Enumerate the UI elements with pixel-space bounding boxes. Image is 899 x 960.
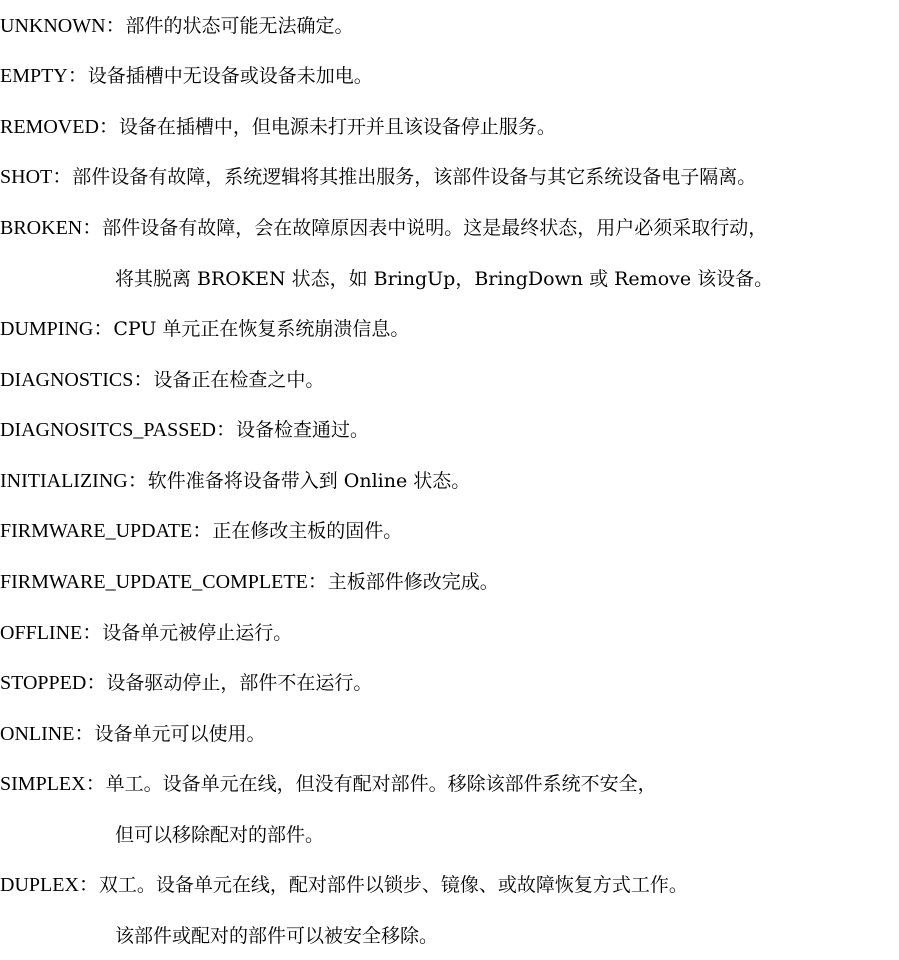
entry-dumping	[0, 314, 409, 344]
entry-description: 设备单元可以使用。	[94, 723, 266, 745]
entry-term: STOPPED：	[0, 672, 107, 694]
entry-term: ONLINE：	[0, 723, 95, 745]
entry-simplex	[0, 769, 657, 799]
entry-description: 设备单元被停止运行。	[102, 622, 293, 644]
entry-description: 部件设备有故障，系统逻辑将其推出服务，该部件设备与其它系统设备电子隔离。	[72, 166, 757, 188]
entry-term: INITIALIZING：	[0, 470, 148, 492]
entry-firmware-update-complete	[0, 567, 499, 597]
entry-unknown	[0, 11, 354, 41]
entry-shot	[0, 162, 756, 192]
entry-description: 设备在插槽中，但电源未打开并且该设备停止服务。	[118, 116, 556, 138]
entry-description: CPU 单元正在恢复系统崩溃信息。	[113, 318, 410, 340]
entry-broken	[0, 213, 767, 243]
entry-term: SIMPLEX：	[0, 773, 106, 795]
entry-online	[0, 719, 265, 749]
entry-description: 部件设备有故障，会在故障原因表中说明。这是最终状态，用户必须采取行动，	[102, 217, 768, 239]
entry-description: 主板部件修改完成。	[327, 571, 499, 593]
entry-term: OFFLINE：	[0, 622, 103, 644]
entry-description: 双工。设备单元在线，配对部件以锁步、镜像、或故障恢复方式工作。	[98, 874, 688, 896]
entry-description: 单工。设备单元在线，但没有配对部件。移除该部件系统不安全，	[105, 773, 657, 795]
entry-initializing	[0, 466, 470, 496]
entry-broken-continuation	[115, 264, 773, 294]
entry-term: EMPTY：	[0, 65, 88, 87]
entry-firmware-update	[0, 516, 402, 546]
entry-description-continuation: 该部件或配对的部件可以被安全移除。	[115, 925, 439, 947]
entry-description: 正在修改主板的固件。	[212, 520, 403, 542]
entry-diagnostics	[0, 365, 324, 395]
entry-term: BROKEN：	[0, 217, 103, 239]
entry-duplex	[0, 870, 688, 900]
entry-term: DIAGNOSITCS_PASSED：	[0, 419, 236, 441]
entry-description: 软件准备将设备带入到 Online 状态。	[147, 470, 471, 492]
entry-term: SHOT：	[0, 166, 73, 188]
entry-term: FIRMWARE_UPDATE：	[0, 520, 213, 542]
entry-simplex-continuation	[115, 820, 324, 850]
entry-description: 设备正在检查之中。	[153, 369, 325, 391]
entry-empty	[0, 61, 373, 91]
entry-term: DUMPING：	[0, 318, 114, 340]
entry-diagnostics-passed	[0, 415, 369, 445]
entry-duplex-continuation	[115, 921, 438, 951]
entry-term: FIRMWARE_UPDATE_COMPLETE：	[0, 571, 328, 593]
entry-removed	[0, 112, 556, 142]
entry-stopped	[0, 668, 372, 698]
entry-description: 设备检查通过。	[235, 419, 369, 441]
entry-description-continuation: 但可以移除配对的部件。	[115, 824, 325, 846]
entry-description: 部件的状态可能无法确定。	[125, 15, 354, 37]
entry-term: DIAGNOSTICS：	[0, 369, 154, 391]
entry-term: DUPLEX：	[0, 874, 99, 896]
entry-term: REMOVED：	[0, 116, 119, 138]
entry-description: 设备插槽中无设备或设备未加电。	[87, 65, 373, 87]
entry-description: 设备驱动停止，部件不在运行。	[106, 672, 373, 694]
entry-offline	[0, 618, 292, 648]
entry-description-continuation: 将其脱离 BROKEN 状态，如 BringUp，BringDown 或 Remove 该设备。	[115, 268, 774, 290]
entry-term: UNKNOWN：	[0, 15, 126, 37]
